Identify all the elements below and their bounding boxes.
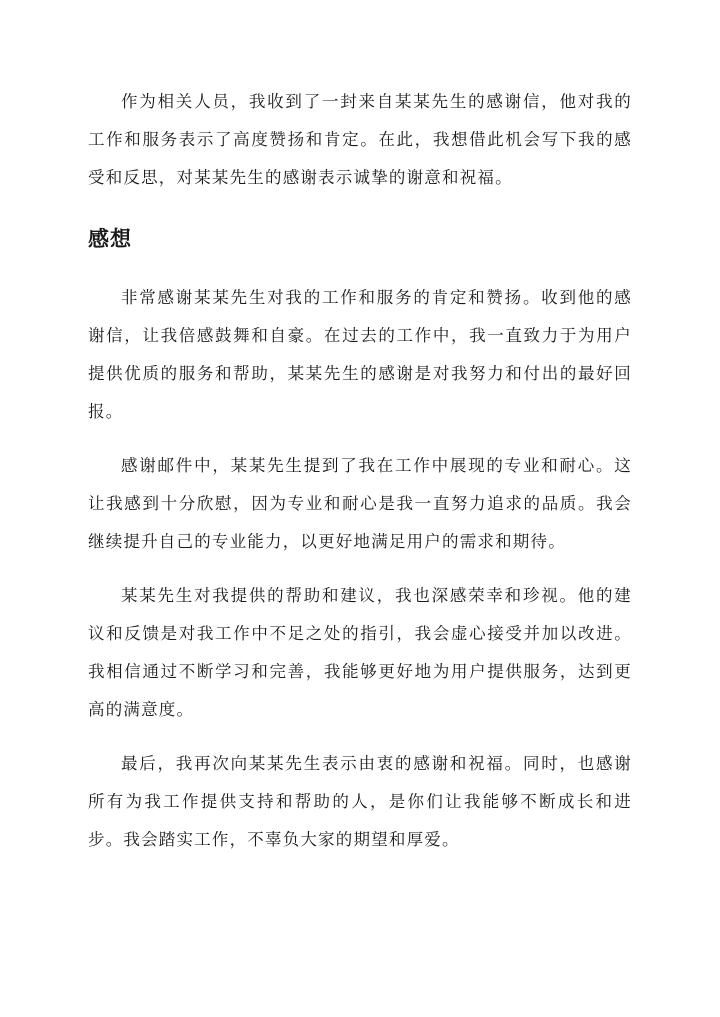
body-paragraph-1: 非常感谢某某先生对我的工作和服务的肯定和赞扬。收到他的感谢信，让我倍感鼓舞和自豪。在过去的工作中，我一直致力于为用户提供优质的服务和帮助，某某先生的感谢是对我努力和付出的最好回报。 [88,288,632,421]
section-heading: 感想 [88,226,132,251]
body-paragraph-2: 感谢邮件中，某某先生提到了我在工作中展现的专业和耐心。这让我感到十分欣慰，因为专业和耐心是我一直努力追求的品质。我会继续提升自己的专业能力，以更好地满足用户的需求和期待。 [88,456,632,551]
document-body [88,83,632,859]
intro-paragraph: 作为相关人员，我收到了一封来自某某先生的感谢信，他对我的工作和服务表示了高度赞扬和肯定。在此，我想借此机会写下我的感受和反思，对某某先生的感谢表示诚挚的谢意和祝福。 [88,92,632,187]
body-paragraph-4: 最后，我再次向某某先生表示由衷的感谢和祝福。同时，也感谢所有为我工作提供支持和帮助的人，是你们让我能够不断成长和进步。我会踏实工作，不辜负大家的期望和厚爱。 [88,754,632,849]
body-paragraph-3: 某某先生对我提供的帮助和建议，我也深感荣幸和珍视。他的建议和反馈是对我工作中不足之处的指引，我会虚心接受并加以改进。我相信通过不断学习和完善，我能够更好地为用户提供服务，达到更高的满意度。 [88,586,632,719]
